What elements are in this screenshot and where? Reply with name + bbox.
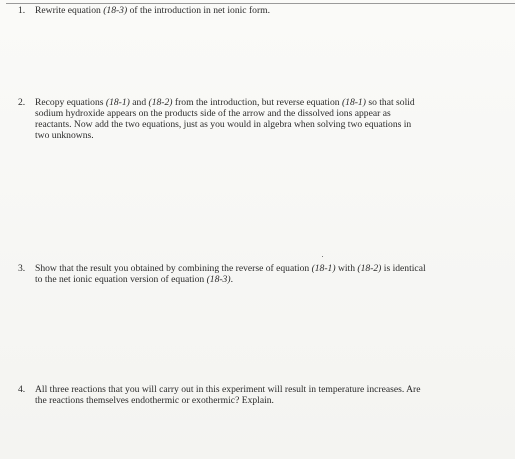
question-text-line — [35, 395, 421, 406]
text-run: Recopy equations — [35, 97, 106, 108]
text-run: is identical — [381, 263, 426, 274]
question-text — [35, 384, 421, 406]
question-text — [35, 263, 426, 285]
question-number: 3. — [18, 263, 26, 274]
text-run: All three reactions that you will carry out in this experiment will result in temperature increases. Are — [35, 384, 421, 395]
text-run: from the introduction, but reverse equation — [172, 97, 342, 108]
question-text — [35, 5, 270, 16]
question-number: 4. — [18, 384, 26, 395]
question-number: 2. — [18, 97, 26, 108]
text-run: of the introduction in net ionic form. — [127, 5, 270, 16]
question-text-line — [35, 108, 415, 119]
text-run: reactants. Now add the two equations, just as you would in algebra when solving two equations in — [35, 119, 412, 130]
equation-reference: (18-2) — [148, 97, 173, 108]
text-run: . — [230, 274, 233, 285]
text-run: two unknowns. — [35, 130, 94, 141]
text-run: sodium hydroxide appears on the products side of the arrow and the dissolved ions appear as — [35, 108, 391, 119]
question-text — [35, 97, 415, 141]
text-run: with — [335, 263, 358, 274]
text-run: Show that the result you obtained by combining the reverse of equation — [35, 263, 312, 274]
text-run: and — [129, 97, 149, 108]
question-number: 1. — [18, 5, 26, 16]
text-run: so that solid — [365, 97, 415, 108]
equation-reference: (18-3) — [206, 274, 231, 285]
text-run: Rewrite equation — [35, 5, 104, 16]
question-text-line — [35, 274, 426, 285]
equation-reference: (18-1) — [341, 97, 366, 108]
question-text-line — [35, 130, 415, 141]
text-run: to the net ionic equation version of equation — [35, 274, 207, 285]
question-text-line — [35, 384, 421, 395]
stray-mark — [322, 256, 323, 257]
question-text-line — [35, 119, 415, 130]
equation-reference: (18-1) — [105, 97, 130, 108]
equation-reference: (18-3) — [103, 5, 128, 16]
equation-reference: (18-1) — [311, 263, 336, 274]
question-text-line — [35, 5, 270, 16]
question-text-line — [35, 97, 415, 108]
equation-reference: (18-2) — [357, 263, 382, 274]
text-run: the reactions themselves endothermic or exothermic? Explain. — [35, 395, 274, 406]
top-rule — [6, 3, 515, 4]
question-text-line — [35, 263, 426, 274]
